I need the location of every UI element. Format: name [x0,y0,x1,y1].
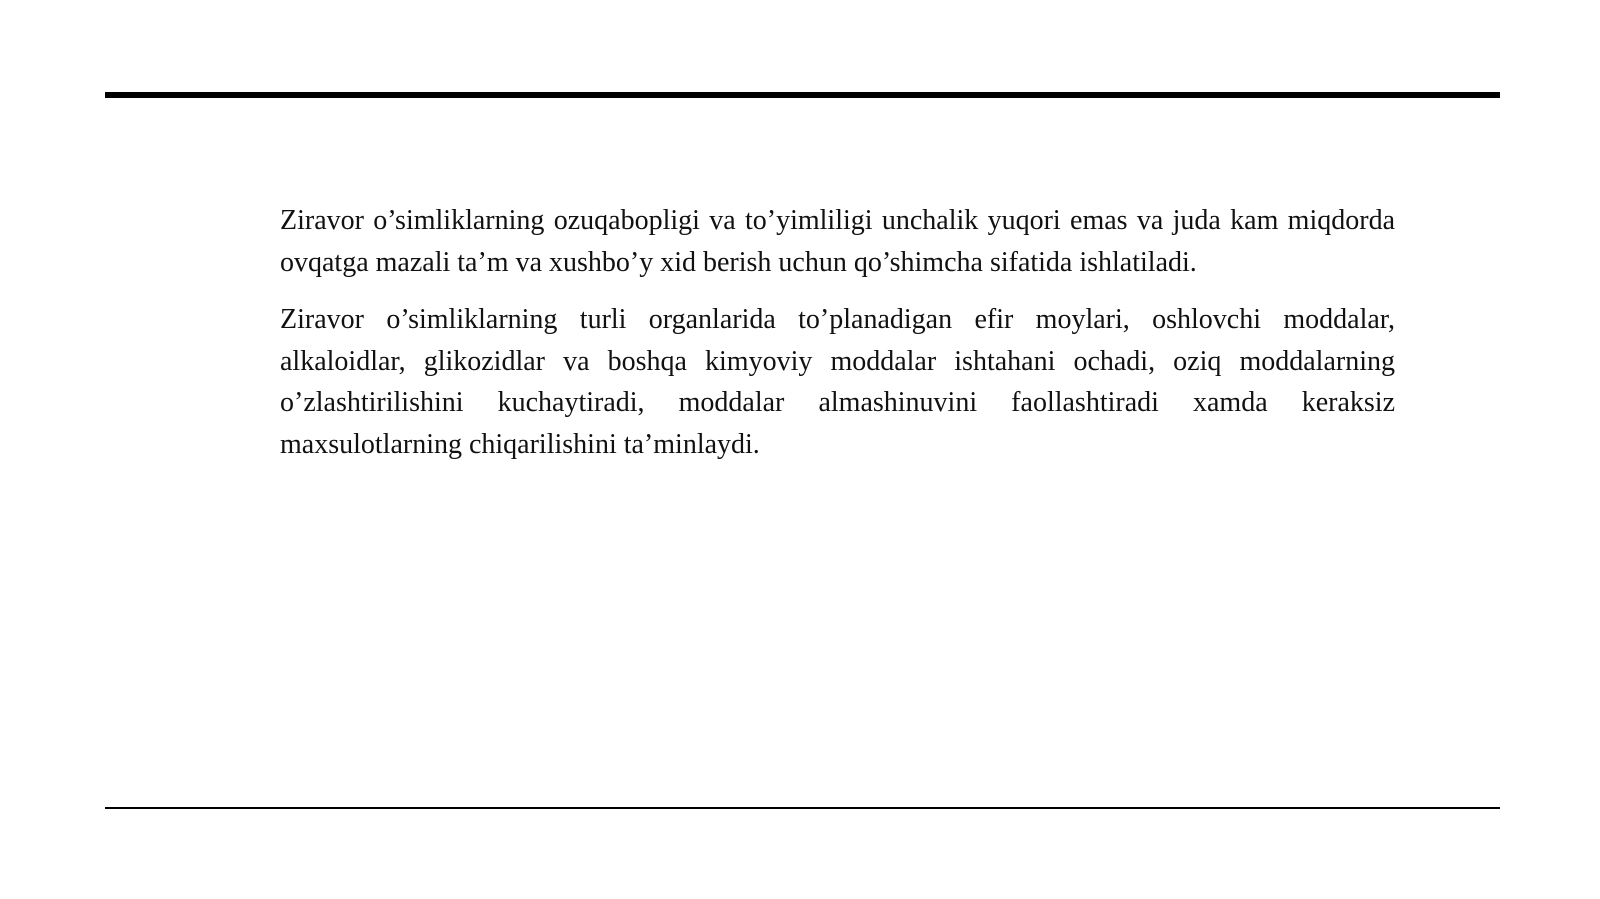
slide-body [280,200,1395,481]
paragraph-1: Ziravor o’simliklarning ozuqabopligi va to’yimliligi unchalik yuqori emas va juda kam miqdorda ovqatga mazali ta’m va xushbo’y xid berish uchun qo’shimcha sifatida ishlatiladi. [280,205,1395,278]
top-divider [105,92,1500,98]
paragraph-2: Ziravor o’simliklarning turli organlarida to’planadigan efir moylari, oshlovchi moddalar, alkaloidlar, glikozidlar va boshqa kimyoviy moddalar ishtahani ochadi, oziq moddalarning o’zlashtirilishini kuchaytiradi, moddalar almashinuvini faollashtiradi xamda keraksiz maxsulotlarning chiqarilishini ta’minlaydi. [280,304,1395,460]
bottom-divider [105,807,1500,809]
